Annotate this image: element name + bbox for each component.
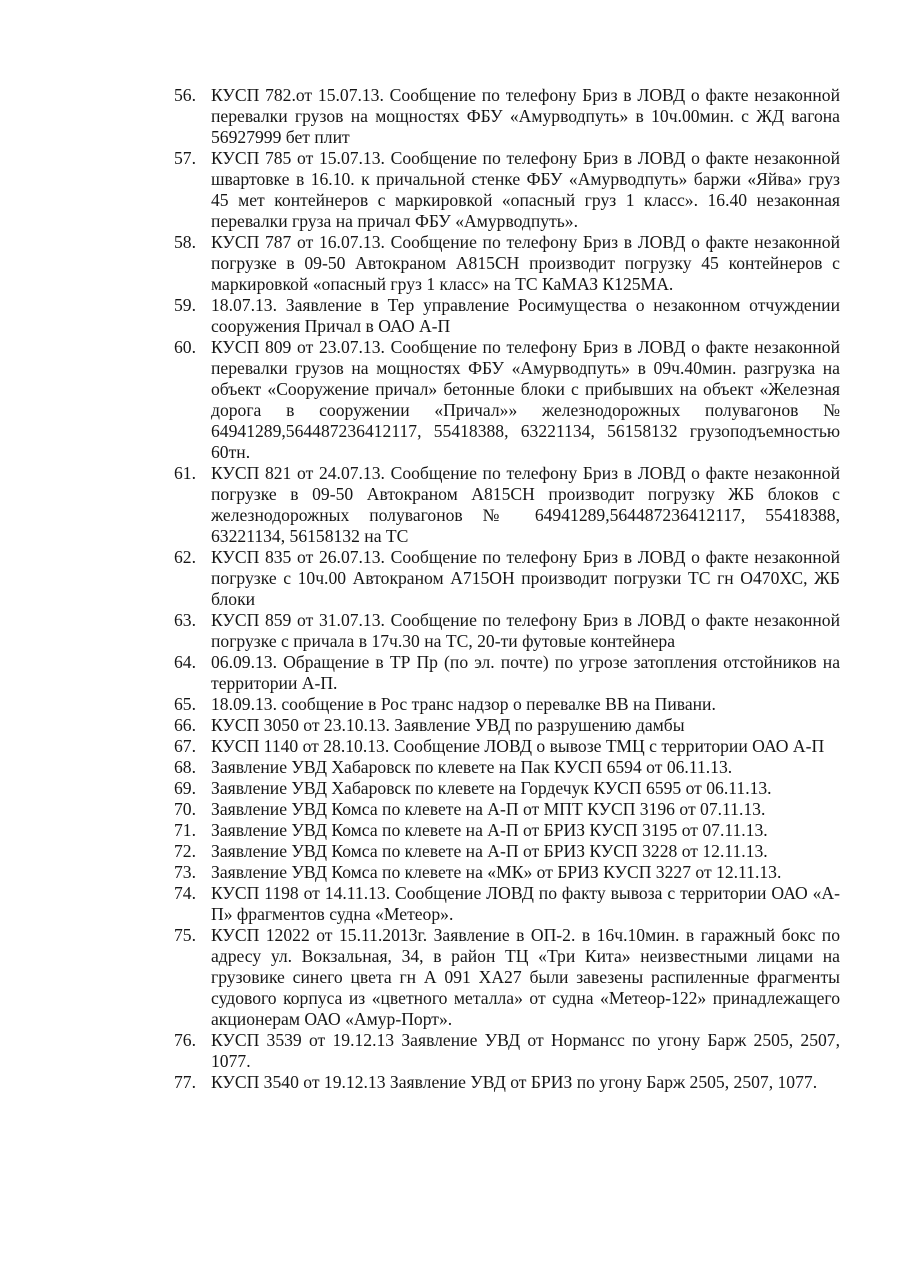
list-item-number: 66. [174,715,196,735]
list-item-number: 56. [174,85,196,105]
list-item [174,820,840,841]
list-item-number: 77. [174,1072,196,1092]
list-item [174,757,840,778]
list-item-text: КУСП 809 от 23.07.13. Сообщение по телефону Бриз в ЛОВД о факте незаконной перевалки грузов на мощностях ФБУ «Амурводпуть» в 09ч.40мин. разгрузка на объект «Сооружение причал» бетонные блоки с прибывших на объект «Железная дорога в сооружении «Причал»» железнодорожных полувагонов № 64941289,564487236412117, 55418388, 63221134, 56158132 грузоподъемностью 60тн. [211,337,840,462]
list-item-text: КУСП 782.от 15.07.13. Сообщение по телефону Бриз в ЛОВД о факте незаконной перевалки грузов на мощностях ФБУ «Амурводпуть» в 10ч.00мин. с ЖД вагона 56927999 бет плит [211,85,840,147]
list-item-text: КУСП 3050 от 23.10.13. Заявление УВД по разрушению дамбы [211,715,685,735]
list-item-number: 62. [174,547,196,567]
list-item-text: КУСП 12022 от 15.11.2013г. Заявление в ОП-2. в 16ч.10мин. в гаражный бокс по адресу ул. Вокзальная, 34, в район ТЦ «Три Кита» неизвестными лицами на грузовике синего цвета гн А 091 ХА27 были завезены распиленные фрагменты судового корпуса из «цветного металла» от судна «Метеор-122» принадлежащего акционерам ОАО «Амур-Порт». [211,925,840,1029]
list-item-number: 74. [174,883,196,903]
list-item [174,883,840,925]
list-item-number: 59. [174,295,196,315]
list-item-text: КУСП 3539 от 19.12.13 Заявление УВД от Нормансс по угону Барж 2505, 2507, 1077. [211,1030,840,1071]
list-item-text: Заявление УВД Комса по клевете на А-П от БРИЗ КУСП 3228 от 12.11.13. [211,841,768,861]
list-item-number: 60. [174,337,196,357]
list-item-text: Заявление УВД Комса по клевете на А-П от МПТ КУСП 3196 от 07.11.13. [211,799,766,819]
list-item-text: КУСП 787 от 16.07.13. Сообщение по телефону Бриз в ЛОВД о факте незаконной погрузке в 09-50 Автокраном А815СН производит погрузку 45 контейнеров с маркировкой «опасный груз 1 класс» на ТС КаМАЗ К125МА. [211,232,840,294]
list-item-text: КУСП 821 от 24.07.13. Сообщение по телефону Бриз в ЛОВД о факте незаконной погрузке в 09-50 Автокраном А815СН производит погрузку ЖБ блоков с железнодорожных полувагонов № 64941289,564487236412117, 55418388, 63221134, 56158132 на ТС [211,463,840,546]
list-item-number: 57. [174,148,196,168]
list-item-number: 65. [174,694,196,714]
list-item-number: 68. [174,757,196,777]
list-item [174,652,840,694]
list-item-text: КУСП 1198 от 14.11.13. Сообщение ЛОВД по факту вывоза с территории ОАО «А-П» фрагментов судна «Метеор». [211,883,840,924]
list-item [174,337,840,463]
list-item-number: 61. [174,463,196,483]
list-item [174,463,840,547]
list-item-number: 70. [174,799,196,819]
list-item-text: Заявление УВД Комса по клевете на А-П от БРИЗ КУСП 3195 от 07.11.13. [211,820,768,840]
numbered-list [174,85,840,1093]
list-item [174,778,840,799]
list-item [174,862,840,883]
list-item-number: 75. [174,925,196,945]
list-item-text: Заявление УВД Хабаровск по клевете на Пак КУСП 6594 от 06.11.13. [211,757,733,777]
list-item [174,148,840,232]
list-item [174,799,840,820]
list-item [174,1072,840,1093]
list-item [174,85,840,148]
list-item-text: КУСП 859 от 31.07.13. Сообщение по телефону Бриз в ЛОВД о факте незаконной погрузке с причала в 17ч.30 на ТС, 20-ти футовые контейнера [211,610,840,651]
list-item [174,232,840,295]
list-item-number: 76. [174,1030,196,1050]
list-item-text: Заявление УВД Хабаровск по клевете на Гордечук КУСП 6595 от 06.11.13. [211,778,772,798]
list-item [174,925,840,1030]
list-item-number: 71. [174,820,196,840]
list-item [174,1030,840,1072]
list-item-number: 63. [174,610,196,630]
list-item [174,547,840,610]
list-item-number: 58. [174,232,196,252]
list-item [174,715,840,736]
list-item [174,694,840,715]
list-item-text: 06.09.13. Обращение в ТР Пр (по эл. почте) по угрозе затопления отстойников на территории А-П. [211,652,840,693]
list-item-text: Заявление УВД Комса по клевете на «МК» от БРИЗ КУСП 3227 от 12.11.13. [211,862,782,882]
list-item [174,841,840,862]
list-item [174,736,840,757]
list-item-text: 18.09.13. сообщение в Рос транс надзор о перевалке ВВ на Пивани. [211,694,716,714]
list-item-text: КУСП 3540 от 19.12.13 Заявление УВД от БРИЗ по угону Барж 2505, 2507, 1077. [211,1072,818,1092]
list-item-text: 18.07.13. Заявление в Тер управление Росимущества о незаконном отчуждении сооружения Причал в ОАО А-П [211,295,840,336]
list-item-text: КУСП 1140 от 28.10.13. Сообщение ЛОВД о вывозе ТМЦ с территории ОАО А-П [211,736,825,756]
list-item-text: КУСП 785 от 15.07.13. Сообщение по телефону Бриз в ЛОВД о факте незаконной швартовке в 16.10. к причальной стенке ФБУ «Амурводпуть» баржи «Яйва» груз 45 мет контейнеров с маркировкой «опасный груз 1 класс». 16.40 незаконная перевалки груза на причал ФБУ «Амурводпуть». [211,148,840,231]
list-item-number: 69. [174,778,196,798]
list-item-number: 72. [174,841,196,861]
list-item-number: 73. [174,862,196,882]
list-item [174,295,840,337]
list-item-number: 64. [174,652,196,672]
list-item [174,610,840,652]
list-item-text: КУСП 835 от 26.07.13. Сообщение по телефону Бриз в ЛОВД о факте незаконной погрузке с 10ч.00 Автокраном А715ОН производит погрузки ТС гн О470ХС, ЖБ блоки [211,547,840,609]
list-item-number: 67. [174,736,196,756]
